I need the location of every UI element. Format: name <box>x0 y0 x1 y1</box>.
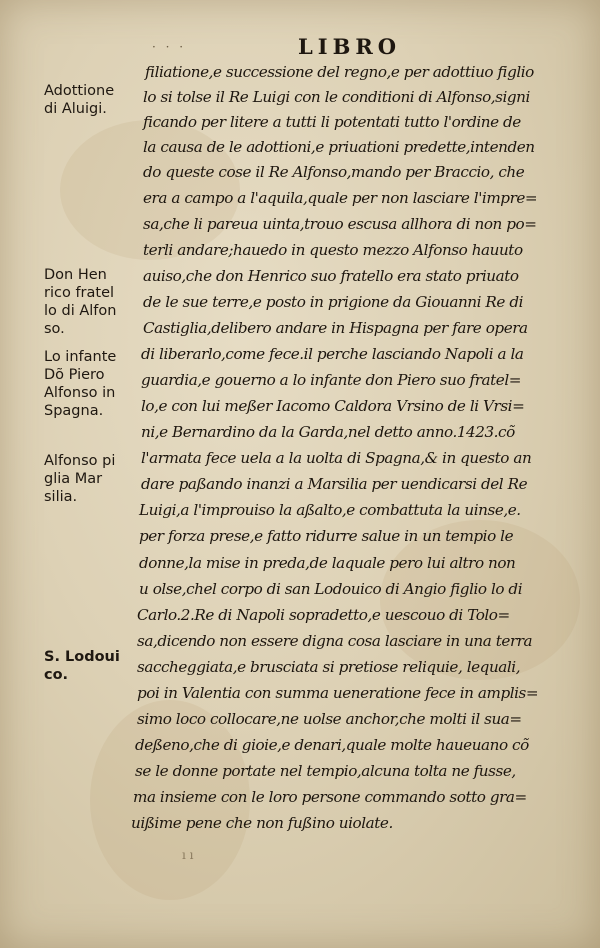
text-line: di liberarlo,come fece.il perche lasciando Napoli a la <box>141 345 524 363</box>
text-line: do queste cose il Re Alfonso,mando per Braccio, che <box>143 163 525 181</box>
side-note-line: silia. <box>44 489 78 505</box>
side-note-line: so. <box>44 321 65 337</box>
top-printer-marks: · · · <box>152 40 187 54</box>
side-note-line: Dõ Piero <box>44 367 105 383</box>
text-line: per forza prese,e fatto ridurre salue in un tempio le <box>139 527 514 545</box>
side-note-line: lo di Alfon <box>44 303 117 319</box>
text-line: era a campo a l'aquila,quale per non lasciare l'impre= <box>143 189 538 207</box>
text-line: sa,che li pareua uinta,trouo escusa allhora di non po= <box>143 215 537 233</box>
text-line: poi in Valentia con summa ueneratione fece in amplis= <box>137 684 539 702</box>
text-line: guardia,e gouerno a lo infante don Piero suo fratel= <box>141 371 521 389</box>
text-line: uißime pene che non fußino uiolate. <box>131 814 393 832</box>
side-note-line: di Aluigi. <box>44 101 107 117</box>
side-note-line: co. <box>44 667 69 683</box>
text-line: lo,e con lui meßer Iacomo Caldora Vrsino de li Vrsi= <box>141 397 525 415</box>
text-line: sa,dicendo non essere digna cosa lasciare in una terra <box>137 632 533 650</box>
text-line: donne,la mise in preda,de laquale pero lui altro non <box>139 554 516 572</box>
text-line: u olse,chel corpo di san Lodouico di Angio figlio lo di <box>139 580 523 598</box>
text-line: ni,e Bernardino da la Garda,nel detto anno.1423.cõ <box>141 423 515 441</box>
text-line: Carlo.2.Re di Napoli sopradetto,e uescouo di Tolo= <box>137 606 510 624</box>
side-note-line: Alfonso pi <box>44 453 116 469</box>
text-line: la causa de le adottioni,e priuationi predette,intenden <box>143 138 535 156</box>
text-line: saccheggiata,e brusciata si pretiose reliquie, lequali, <box>137 658 521 676</box>
side-note-line: Don Hen <box>44 267 107 283</box>
text-line: Castiglia,delibero andare in Hispagna per fare opera <box>143 319 528 337</box>
side-note-line: Spagna. <box>44 403 104 419</box>
side-note-line: rico fratel <box>44 285 115 301</box>
text-line: auiso,che don Henrico suo fratello era stato priuato <box>143 267 519 285</box>
text-line: l'armata fece uela a la uolta di Spagna,& in questo an <box>141 449 532 467</box>
text-line: ma insieme con le loro persone commando sotto gra= <box>133 788 527 806</box>
text-line: se le donne portate nel tempio,alcuna tolta ne fusse, <box>135 762 516 780</box>
side-note-line: Adottione <box>44 83 115 99</box>
text-line: simo loco collocare,ne uolse anchor,che molti il sua= <box>137 710 522 728</box>
running-header: LIBRO <box>298 34 402 59</box>
text-line: de le sue terre,e posto in prigione da Giouanni Re di <box>143 293 524 311</box>
text-line: ficando per litere a tutti li potentati tutto l'ordine de <box>143 113 521 131</box>
text-line: filiatione,e successione del regno,e per adottiuo figlio <box>145 63 534 81</box>
text-line: Luigi,a l'improuiso la aßalto,e combattuta la uinse,e. <box>139 501 521 519</box>
side-note-line: glia Mar <box>44 471 103 487</box>
text-line: terli andare;hauedo in questo mezzo Alfonso hauuto <box>143 241 523 259</box>
bottom-printer-mark: ı ı <box>182 848 194 862</box>
side-note-line: Lo infante <box>44 349 117 365</box>
side-note-line: Alfonso in <box>44 385 116 401</box>
text-line: dare paßando inanzi a Marsilia per uendicarsi del Re <box>141 475 528 493</box>
text-line: deßeno,che di gioie,e denari,quale molte haueuano cõ <box>135 736 529 754</box>
side-note-line: S. Lodoui <box>44 649 120 665</box>
text-line: lo si tolse il Re Luigi con le conditioni di Alfonso,signi <box>143 88 530 106</box>
